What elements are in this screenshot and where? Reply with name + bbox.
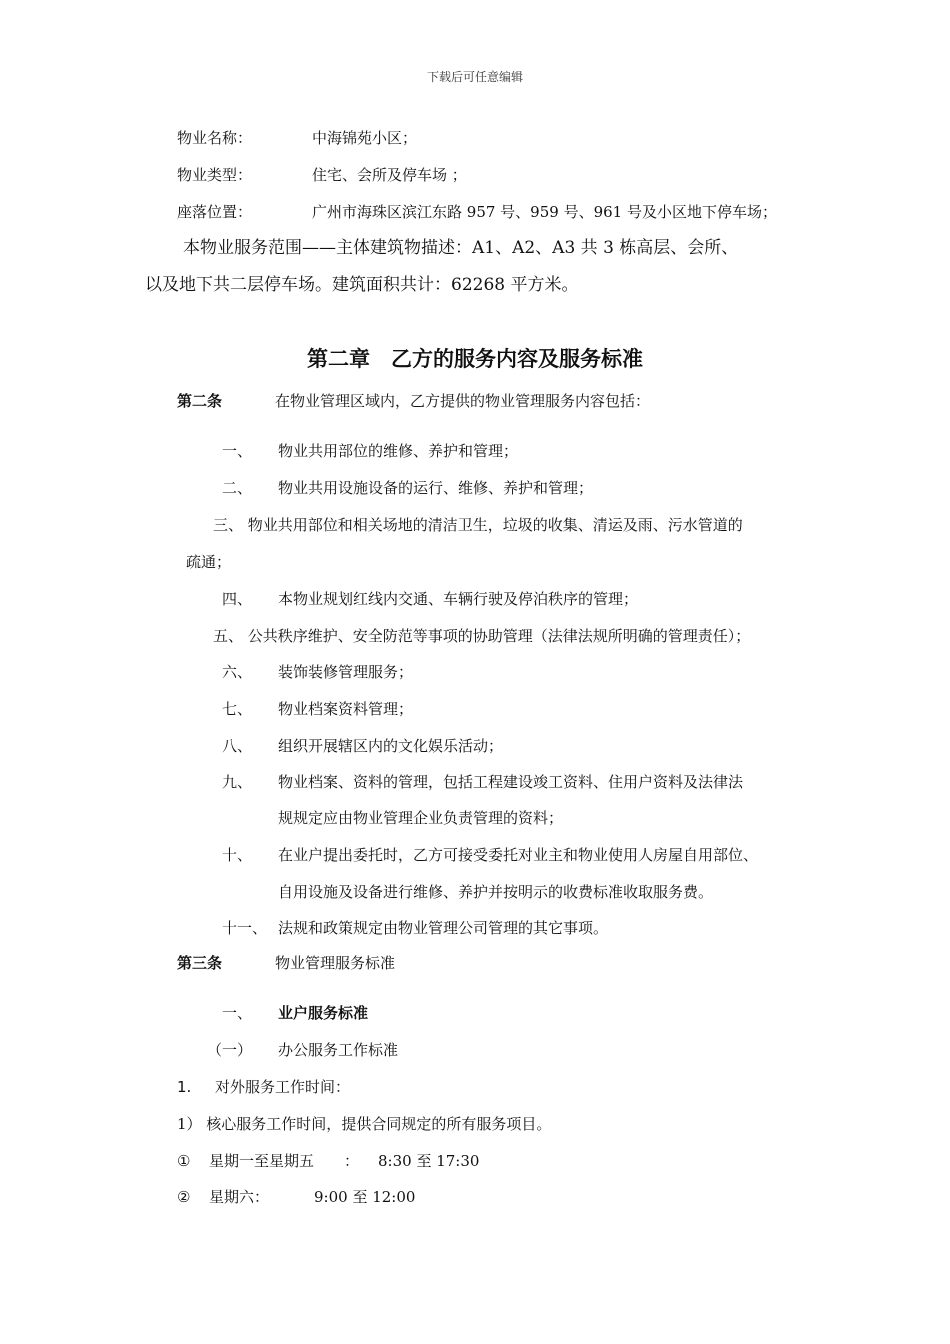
item-11-text: 法规和政策规定由物业管理公司管理的其它事项。 [278, 919, 609, 937]
point-1-number: 1. [177, 1078, 192, 1096]
item-10-number: 十、 [222, 846, 253, 864]
item-9-line-1: 物业档案、资料的管理，包括工程建设竣工资料、住用户资料及法律法 [278, 773, 744, 791]
item-8-text: 组织开展辖区内的文化娱乐活动； [278, 737, 504, 755]
item-11-number: 十一、 [222, 919, 268, 937]
item-9-number: 九、 [222, 773, 253, 791]
section-1-title: 业户服务标准 [278, 1004, 369, 1022]
scope-line-1: 本物业服务范围——主体建筑物描述：A1、A2、A3 共 3 栋高层、会所、 [183, 238, 739, 258]
scope-line-2: 以及地下共二层停车场。建筑面积共计：62268 平方米。 [145, 275, 579, 295]
chapter-title: 第二章 乙方的服务内容及服务标准 [307, 347, 643, 371]
page-header: 下载后可任意编辑 [426, 70, 523, 84]
item-6-number: 六、 [222, 663, 253, 681]
schedule-1-time: 8:30 至 17:30 [378, 1152, 480, 1170]
property-type-value: 住宅、会所及停车场 ； [312, 166, 467, 184]
item-1-text: 物业共用部位的维修、养护和管理； [278, 442, 519, 460]
article-3-text: 物业管理服务标准 [275, 954, 396, 972]
schedule-1-marker: ① [177, 1152, 191, 1170]
property-type-label: 物业类型： [177, 166, 253, 184]
item-2-number: 二、 [222, 479, 253, 497]
section-1-number: 一、 [222, 1004, 253, 1022]
schedule-2-time: 9:00 至 12:00 [314, 1188, 416, 1206]
schedule-1-colon: ： [344, 1152, 360, 1170]
item-7-number: 七、 [222, 700, 253, 718]
schedule-2-label: 星期六： [209, 1188, 270, 1206]
item-3-line-2: 疏通； [186, 553, 232, 571]
property-name-label: 物业名称： [177, 129, 253, 147]
property-location-value: 广州市海珠区滨江东路 957 号、959 号、961 号及小区地下停车场； [312, 203, 777, 221]
subsection-1-title: 办公服务工作标准 [278, 1041, 399, 1059]
point-1-text: 对外服务工作时间： [215, 1078, 351, 1096]
item-10-line-2: 自用设施及设备进行维修、养护并按明示的收费标准收取服务费。 [278, 883, 714, 901]
item-3-line-1: 三、 物业共用部位和相关场地的清洁卫生，垃圾的收集、清运及雨、污水管道的 [213, 516, 743, 534]
article-3-label: 第三条 [177, 954, 223, 972]
article-2-label: 第二条 [177, 392, 223, 410]
article-2-text: 在物业管理区域内，乙方提供的物业管理服务内容包括： [275, 392, 651, 410]
item-2-text: 物业共用设施设备的运行、维修、养护和管理； [278, 479, 594, 497]
schedule-1-label: 星期一至星期五 [209, 1152, 315, 1170]
item-5-line: 五、 公共秩序维护、安全防范等事项的协助管理（法律法规所明确的管理责任）； [213, 627, 751, 645]
item-8-number: 八、 [222, 737, 253, 755]
item-7-text: 物业档案资料管理； [278, 700, 414, 718]
item-1-number: 一、 [222, 442, 253, 460]
schedule-2-marker: ② [177, 1188, 191, 1206]
item-4-number: 四、 [222, 590, 253, 608]
point-1-1-text: 1） 核心服务工作时间，提供合同规定的所有服务项目。 [177, 1115, 552, 1133]
subsection-1-number: （一） [207, 1041, 253, 1059]
item-10-line-1: 在业户提出委托时，乙方可接受委托对业主和物业使用人房屋自用部位、 [278, 846, 759, 864]
item-6-text: 装饰装修管理服务； [278, 663, 414, 681]
property-name-value: 中海锦苑小区； [312, 129, 418, 147]
item-9-line-2: 规规定应由物业管理企业负责管理的资料； [278, 809, 564, 827]
item-4-text: 本物业规划红线内交通、车辆行驶及停泊秩序的管理； [278, 590, 639, 608]
property-location-label: 座落位置： [177, 203, 253, 221]
